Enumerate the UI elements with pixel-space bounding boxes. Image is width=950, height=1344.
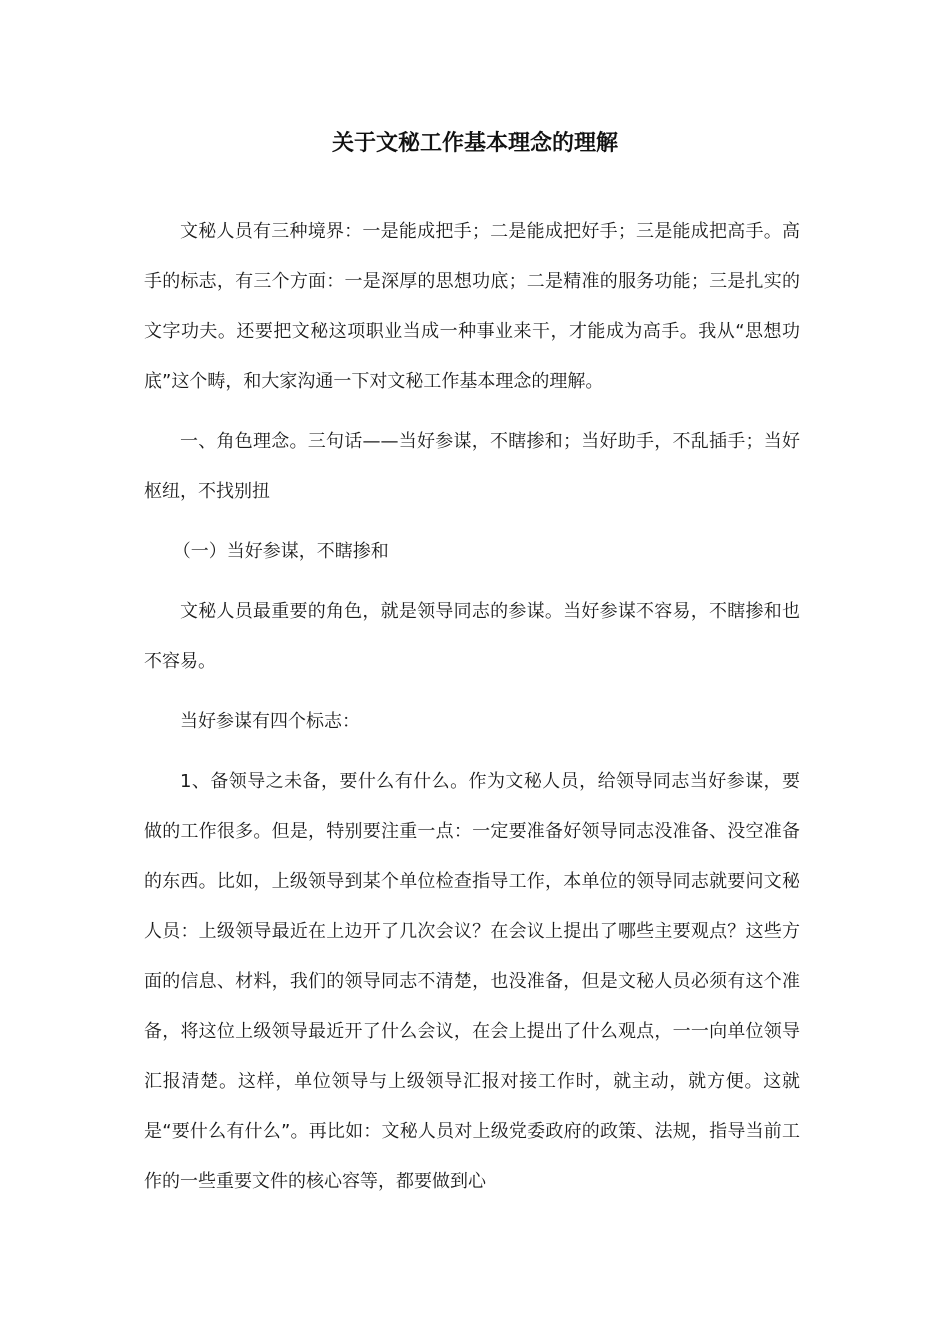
paragraph-point-one: 1、备领导之未备，要什么有什么。作为文秘人员，给领导同志当好参谋，要做的工作很多。但是，特别要注重一点：一定要准备好领导同志没准备、没空准备的东西。比如，上级领导到某个单位检查指导工作，本单位的领导同志就要问文秘人员：上级领导最近在上边开了几次会议？在会议上提出了哪些主要观点？这些方面的信息、材料，我们的领导同志不清楚，也没准备，但是文秘人员必须有这个准备，将这位上级领导最近开了什么会议，在会上提出了什么观点，一一向单位领导汇报清楚。这样，单位领导与上级领导汇报对接工作时，就主动，就方便。这就是“要什么有什么”。再比如：文秘人员对上级党委政府的政策、法规，指导当前工作的一些重要文件的核心容等，都要做到心 [144,771,800,1192]
paragraph-role-description: 文秘人员最重要的角色，就是领导同志的参谋。当好参谋不容易，不瞎掺和也不容易。 [144,601,800,672]
document-title: 关于文秘工作基本理念的理解 [331,131,618,156]
paragraph-section-heading: 一、角色理念。三句话——当好参谋，不瞎掺和；当好助手，不乱插手；当好枢纽，不找别扭 [144,431,800,502]
paragraph-subsection-heading: （一）当好参谋，不瞎掺和 [172,541,389,562]
document-body [144,207,800,1207]
paragraph-four-signs: 当好参谋有四个标志： [180,711,360,732]
paragraph-intro: 文秘人员有三种境界：一是能成把手；二是能成把好手；三是能成把高手。高手的标志，有三个方面：一是深厚的思想功底；二是精准的服务功能；三是扎实的文字功夫。还要把文秘这项职业当成一种事业来干，才能成为高手。我从“思想功底”这个畴，和大家沟通一下对文秘工作基本理念的理解。 [144,221,800,392]
